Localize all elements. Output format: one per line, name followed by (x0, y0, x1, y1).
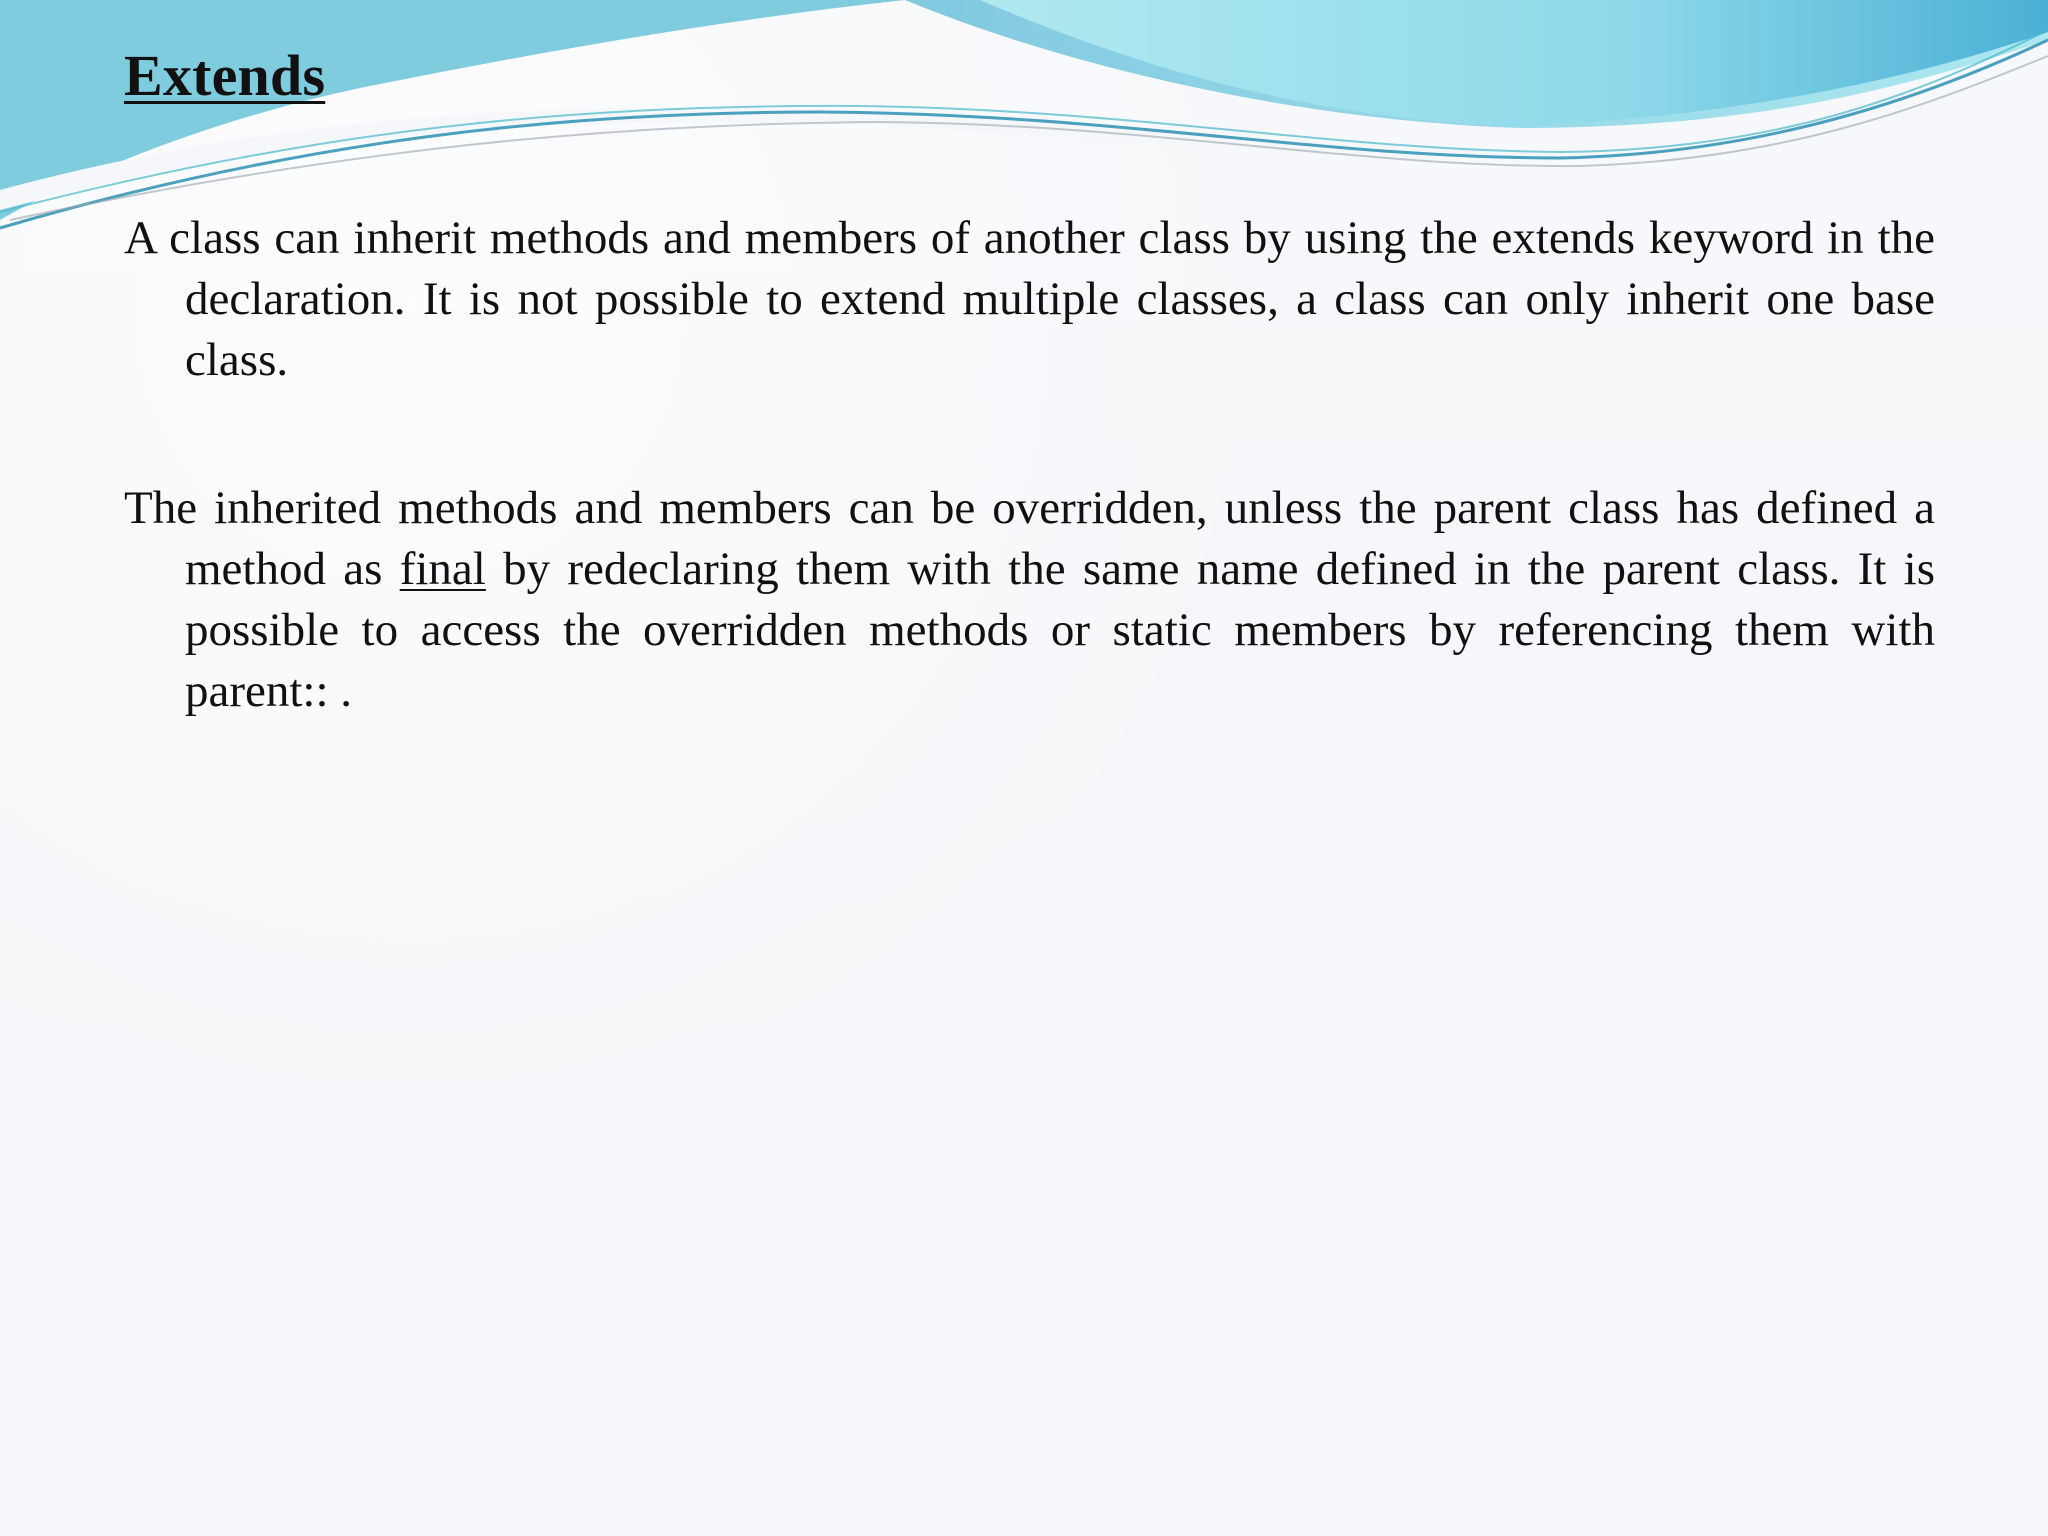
paragraph-overriding (124, 478, 1935, 722)
slide-title: Extends (124, 43, 326, 108)
header-wave-decoration (0, 0, 2048, 240)
paragraph-extends-keyword: A class can inherit methods and members of another class by using the extends keyword in the declaration. It is not possible to extend multiple classes, a class can only inherit one base class. (124, 212, 1935, 386)
paragraph-overriding-part-1: The inherited methods and members can be overridden, unless the parent class has defined a method as (124, 482, 1935, 595)
final-keyword-underlined: final (399, 543, 486, 595)
paragraph-overriding-part-2: by redeclaring them with the same name defined in the parent class. It is possible to access the overridden methods or static members by referencing them with parent:: . (185, 543, 1935, 717)
